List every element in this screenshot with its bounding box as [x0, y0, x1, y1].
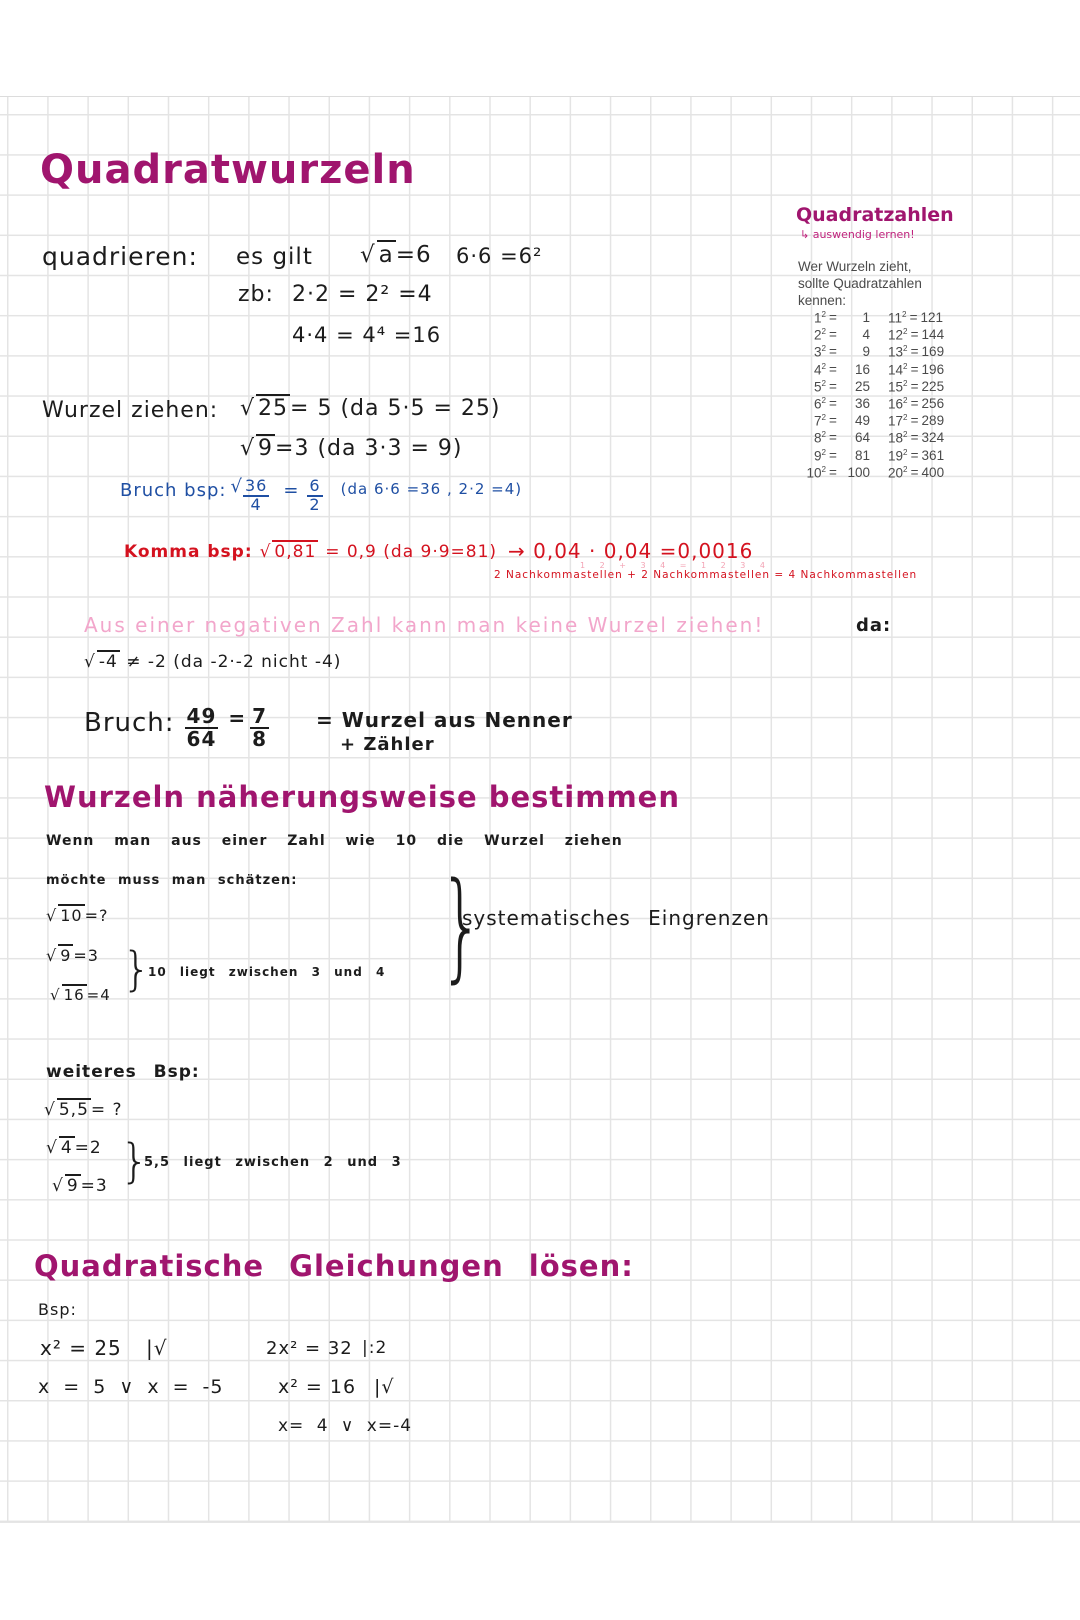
nachkommastellen-note: 2 Nachkommastellen + 2 Nachkommastellen = 4 Nachkommastellen	[494, 569, 918, 581]
equals-sign: =	[829, 361, 837, 377]
square-value: 1	[862, 310, 870, 325]
result-text: =3	[80, 1176, 108, 1196]
equals-sign: =	[283, 480, 300, 501]
wurzel-example-1: √ 25= 5 (da 5·5 = 25)	[240, 396, 501, 421]
quadratzahlen-title: Quadratzahlen	[796, 204, 954, 226]
result-text: =?	[84, 906, 109, 925]
result-text: =3 (da 3·3 = 9)	[275, 436, 463, 461]
equals-sign: =	[910, 395, 919, 411]
square-base: $11^2$	[888, 310, 907, 326]
square-number-row	[796, 362, 944, 379]
square-value: 25	[854, 378, 870, 394]
square-base: $7^2$	[813, 413, 826, 429]
square-value: 225	[921, 378, 945, 394]
square-number-row	[796, 379, 944, 396]
bruch-label: Bruch:	[84, 708, 175, 738]
result-text: = 5 (da 5·5 = 25)	[290, 396, 501, 421]
square-base: $18^2$	[888, 430, 908, 446]
equals-sign: =	[910, 327, 919, 343]
bsp-label: Bsp:	[38, 1300, 77, 1319]
equals-sign: =	[910, 361, 919, 377]
page-title: Quadratwurzeln	[40, 147, 416, 193]
da-label: da:	[856, 615, 892, 636]
square-number-row	[796, 396, 944, 413]
komma-result: = 0,9 (da 9·9=81)	[325, 542, 498, 562]
square-value: 36	[854, 395, 870, 411]
square-value: 289	[921, 413, 945, 429]
result-denominator: 2	[309, 494, 321, 514]
result-text: =4	[86, 986, 111, 1004]
square-left	[796, 344, 888, 361]
result-text: =3	[73, 946, 99, 965]
square-base: $20^2$	[888, 464, 908, 481]
square-right	[888, 379, 944, 396]
fraction-numerator: 49	[186, 704, 217, 728]
square-left	[796, 310, 888, 327]
quadratzahlen-subtitle: ↳ auswendig lernen!	[800, 228, 915, 241]
naeherung-text-1: Wenn man aus einer Zahl wie 10 die Wurzel ziehen	[46, 833, 623, 849]
square-left	[796, 327, 888, 344]
square-base: $15^2$	[888, 378, 908, 395]
square-number-row	[796, 465, 944, 482]
square-right	[888, 430, 944, 447]
komma-calculation: → 0,04 · 0,04 =0,0016	[508, 539, 754, 563]
square-base: $4^2$	[813, 361, 826, 378]
radicand: 25	[258, 396, 289, 421]
square-base: $10^2$	[806, 464, 826, 481]
es-gilt-text: es gilt	[236, 244, 313, 270]
equals-sign: =	[910, 413, 919, 429]
bruch-bsp-label: Bruch bsp:	[120, 480, 227, 501]
radicand: 16	[63, 986, 85, 1004]
equals-sign: =	[829, 310, 837, 325]
equals-sign: =	[910, 378, 919, 394]
equals-sign: =	[829, 447, 837, 463]
square-value: 144	[921, 327, 945, 343]
section-title-gleichungen: Quadratische Gleichungen lösen:	[34, 1249, 634, 1283]
bruch-line	[84, 706, 269, 750]
sqrt-a-result: =6	[395, 242, 432, 268]
sqrt-16-line: √ 16 =4	[50, 986, 111, 1004]
square-number-row	[796, 344, 944, 361]
square-base: $19^2$	[888, 447, 908, 463]
wurzel-ziehen-label: Wurzel ziehen:	[42, 398, 219, 423]
square-base: $9^2$	[813, 447, 826, 463]
equation-2-line-1: 2x² = 32	[266, 1338, 353, 1359]
result-text: =2	[74, 1138, 102, 1158]
square-value: 361	[921, 447, 945, 463]
square-value: 169	[921, 344, 945, 360]
komma-bsp-label: Komma bsp:	[124, 542, 253, 562]
zb-label: zb:	[238, 282, 274, 307]
square-value: 9	[862, 344, 870, 360]
square-value: 121	[920, 310, 944, 325]
square-left	[796, 448, 888, 465]
square-number-row	[796, 327, 944, 344]
square-base: $5^2$	[813, 378, 826, 395]
square-value: 196	[921, 361, 945, 377]
sqrt-4-line: √ 4 =2	[46, 1138, 102, 1158]
square-base: $14^2$	[888, 361, 908, 378]
square-value: 49	[854, 413, 870, 429]
fraction-numerator: 36	[244, 476, 268, 495]
radicand: 5,5	[58, 1100, 89, 1120]
radicand: 4	[60, 1138, 73, 1158]
result-numerator: 7	[252, 704, 268, 728]
intro-line: Wer Wurzeln zieht,	[798, 259, 912, 274]
equals-sign: =	[829, 395, 837, 411]
fraction-denominator: 64	[186, 727, 217, 751]
square-base: $8^2$	[813, 430, 826, 446]
square-number-row	[796, 310, 944, 327]
square-right	[888, 448, 944, 465]
square-number-row	[796, 430, 944, 447]
naeherung-text-2: möchte muss man schätzen:	[46, 873, 298, 888]
small-brace: }	[122, 942, 152, 996]
square-left	[796, 465, 888, 482]
square-base: $3^2$	[813, 344, 826, 360]
square-base: $17^2$	[888, 413, 908, 429]
large-brace: }	[439, 856, 485, 994]
equals-sign: =	[910, 430, 919, 446]
square-number-row	[796, 448, 944, 465]
fraction-denominator: 4	[250, 494, 262, 514]
square-value: 400	[921, 464, 945, 480]
bruch-explain-2: + Zähler	[340, 734, 435, 755]
equals-sign: =	[829, 378, 837, 394]
equation-1-line-1: x² = 25	[40, 1336, 122, 1360]
square-base: $1^2$	[813, 310, 826, 326]
square-left	[796, 413, 888, 430]
result-numerator: 6	[309, 476, 321, 495]
intro-line: kennen:	[798, 293, 847, 308]
equation-1-operation: |√	[146, 1336, 168, 1360]
equation-1-solution: x = 5 ∨ x = -5	[38, 1376, 224, 1398]
quadratzahlen-intro	[798, 258, 922, 309]
digit-count-marks: 1 2 + 3 4 = 1 2 3 4	[580, 561, 772, 570]
equals-sign: =	[909, 310, 918, 325]
equals-sign: =	[910, 464, 919, 480]
square-base: $2^2$	[813, 327, 826, 343]
square-base: $12^2$	[888, 327, 908, 343]
equation-2-solution: x= 4 ∨ x=-4	[278, 1416, 413, 1436]
square-left	[796, 379, 888, 396]
square-value: 4	[862, 327, 870, 343]
bruch-bsp-line: Bruch bsp: √ $\frac{36}{4}$ = $\frac{6}{2}$ (da 6·6 =36 , 2·2 =4)	[120, 476, 523, 514]
equals-sign: =	[910, 344, 919, 360]
wurzel-example-2: √ 9=3 (da 3·3 = 9)	[240, 436, 463, 461]
equals-sign: =	[829, 464, 837, 480]
quadrieren-example-1: 2·2 = 2² =4	[292, 282, 433, 307]
small-brace-2: }	[120, 1134, 150, 1188]
equals-sign: =	[829, 327, 837, 343]
equation-2-line-2: x² = 16	[278, 1376, 357, 1398]
negative-number-warning: Aus einer negativen Zahl kann man keine Wurzel ziehen!	[84, 613, 765, 637]
sqrt-a-radicand: a	[378, 242, 394, 268]
square-base: $13^2$	[888, 344, 908, 360]
square-value: 16	[854, 361, 870, 377]
quadratzahlen-table	[796, 310, 944, 482]
sqrt-9-line: √ 9 =3	[46, 946, 99, 965]
square-base: $6^2$	[813, 395, 826, 412]
bruch-bsp-note: (da 6·6 =36 , 2·2 =4)	[340, 480, 523, 498]
square-left	[796, 430, 888, 447]
square-left	[796, 396, 888, 413]
square-right	[888, 310, 943, 327]
intro-line: sollte Quadratzahlen	[798, 276, 922, 291]
between-3-and-4: 10 liegt zwischen 3 und 4	[148, 965, 386, 979]
between-2-and-3: 5,5 liegt zwischen 2 und 3	[144, 1155, 402, 1170]
quadrieren-label: quadrieren:	[42, 242, 198, 271]
six-squared-formula: 6·6 =6²	[456, 244, 543, 268]
negative-result: ≠ -2 (da -2·-2 nicht -4)	[126, 652, 342, 672]
radicand: 0,81	[274, 542, 317, 562]
equals-sign: =	[228, 706, 247, 730]
komma-bsp-line: Komma bsp: √ 0,81 = 0,9 (da 9·9=81)	[124, 542, 498, 562]
section-title-naeherung: Wurzeln näherungsweise bestimmen	[44, 780, 680, 814]
square-number-row	[796, 413, 944, 430]
radicand: 9	[258, 436, 274, 461]
sqrt-9-line-2: √ 9 =3	[52, 1176, 108, 1196]
square-value: 64	[854, 430, 870, 446]
square-left	[796, 362, 888, 379]
sqrt-5-5-question: √ 5,5 = ?	[44, 1100, 123, 1120]
negative-example: √ -4 ≠ -2 (da -2·-2 nicht -4)	[84, 652, 342, 672]
square-base: $16^2$	[888, 395, 908, 412]
equals-sign: =	[910, 447, 919, 463]
result-text: = ?	[90, 1100, 123, 1120]
square-value: 256	[921, 395, 945, 411]
square-right	[888, 344, 944, 361]
square-value: 324	[921, 430, 945, 446]
equals-sign: =	[829, 413, 837, 429]
equation-2-operation-1: |:2	[362, 1338, 388, 1358]
result-denominator: 8	[252, 727, 268, 751]
square-right	[888, 465, 944, 482]
bruch-explain-1: = Wurzel aus Nenner	[316, 708, 573, 732]
radicand: 9	[66, 1176, 79, 1196]
radicand: 10	[60, 906, 83, 925]
square-value: 81	[854, 447, 870, 463]
radicand: 9	[60, 946, 72, 965]
radicand: -4	[98, 652, 118, 672]
sqrt-10-question: √ 10 =?	[46, 906, 109, 925]
systematisches-eingrenzen: systematisches Eingrenzen	[462, 906, 770, 930]
equals-sign: =	[829, 344, 837, 360]
square-right	[888, 362, 944, 379]
weiteres-bsp-label: weiteres Bsp:	[46, 1062, 200, 1082]
square-right	[888, 327, 944, 344]
square-value: 100	[847, 464, 870, 480]
square-right	[888, 396, 944, 413]
sqrt-a-formula: √ a=6	[360, 242, 432, 268]
equals-sign: =	[829, 430, 837, 446]
quadrieren-example-2: 4·4 = 4⁴ =16	[292, 323, 442, 347]
equation-2-operation-2: |√	[374, 1376, 395, 1398]
square-right	[888, 413, 944, 430]
